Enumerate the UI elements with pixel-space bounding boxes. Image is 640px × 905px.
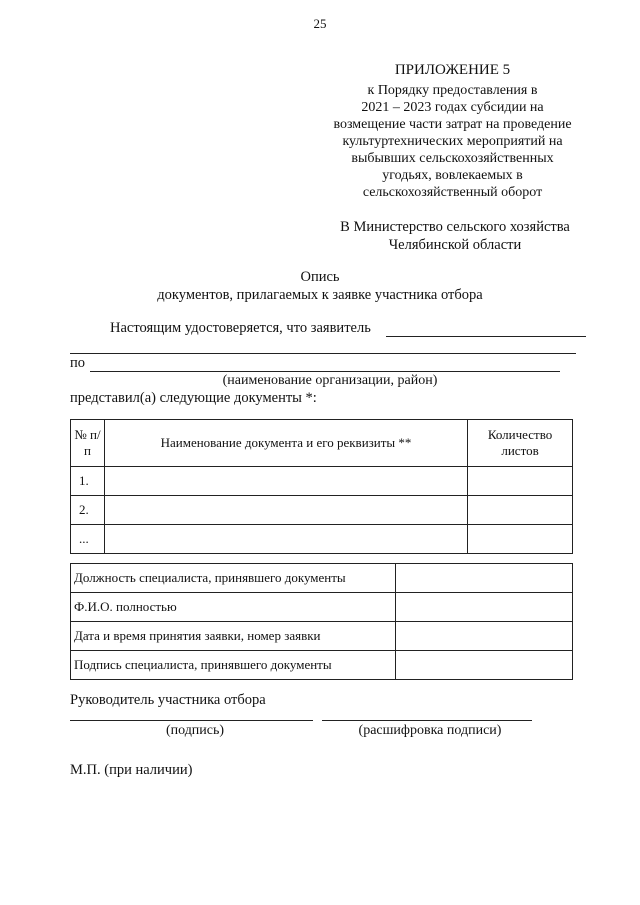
submitted-text: представил(а) следующие документы *:	[70, 390, 317, 406]
acceptance-value-cell[interactable]	[396, 564, 573, 593]
row-number: 1.	[71, 467, 105, 496]
district-line[interactable]	[90, 371, 560, 372]
stamp-label: М.П. (при наличии)	[70, 762, 193, 778]
signature-line[interactable]	[70, 720, 313, 721]
inventory-heading	[60, 268, 580, 304]
sheets-cell[interactable]	[468, 525, 573, 554]
col-header-document: Наименование документа и его реквизиты **	[104, 420, 467, 467]
table-header-row	[71, 420, 573, 467]
table-row	[71, 651, 573, 680]
addressee	[320, 218, 590, 254]
row-number: ...	[71, 525, 105, 554]
table-row	[71, 467, 573, 496]
head-label: Руководитель участника отбора	[70, 692, 266, 708]
appendix-line: сельскохозяйственный оборот	[362, 185, 543, 200]
acceptance-label: Дата и время принятия заявки, номер заявки	[71, 622, 396, 651]
addressee-line: В Министерство сельского хозяйства	[340, 219, 570, 235]
appendix-line: возмещение части затрат на проведение	[333, 117, 572, 132]
acceptance-value-cell[interactable]	[396, 622, 573, 651]
table-row	[71, 496, 573, 525]
appendix-line: 2021 – 2023 годах субсидии на	[361, 100, 544, 115]
inventory-title: Опись	[300, 269, 340, 285]
acceptance-label: Ф.И.О. полностью	[71, 593, 396, 622]
acceptance-value-cell[interactable]	[396, 593, 573, 622]
col-header-sheets: Количество листов	[468, 420, 573, 467]
sheets-cell[interactable]	[468, 496, 573, 525]
appendix-line: культуртехнических мероприятий на	[342, 134, 563, 149]
document-cell[interactable]	[104, 467, 467, 496]
appendix-subtitle	[330, 82, 575, 201]
sheets-cell[interactable]	[468, 467, 573, 496]
certify-text: Настоящим удостоверяется, что заявитель	[110, 320, 371, 336]
applicant-name-line-2[interactable]	[70, 353, 576, 354]
appendix-line: к Порядку предоставления в	[367, 83, 538, 98]
documents-table	[70, 419, 573, 554]
table-row	[71, 593, 573, 622]
acceptance-table	[70, 563, 573, 680]
po-label: по	[70, 355, 86, 371]
appendix-line: выбывших сельскохозяйственных	[351, 151, 554, 166]
appendix-line: угодьях, вовлекаемых в	[382, 168, 523, 183]
table-row	[71, 564, 573, 593]
signature-decode-line[interactable]	[322, 720, 532, 721]
addressee-line: Челябинской области	[388, 237, 522, 253]
document-cell[interactable]	[104, 525, 467, 554]
applicant-name-line[interactable]	[386, 336, 586, 337]
col-header-number: № п/п	[71, 420, 105, 467]
acceptance-value-cell[interactable]	[396, 651, 573, 680]
page-number: 25	[313, 16, 327, 31]
document-cell[interactable]	[104, 496, 467, 525]
decode-caption: (расшифровка подписи)	[358, 723, 502, 738]
acceptance-label: Подпись специалиста, принявшего документы	[71, 651, 396, 680]
row-number: 2.	[71, 496, 105, 525]
signature-caption: (подпись)	[165, 723, 225, 738]
table-row	[71, 525, 573, 554]
table-row	[71, 622, 573, 651]
acceptance-label: Должность специалиста, принявшего документы	[71, 564, 396, 593]
org-district-caption: (наименование организации, район)	[222, 373, 438, 388]
appendix-title: ПРИЛОЖЕНИЕ 5	[394, 62, 511, 78]
inventory-subtitle: документов, прилагаемых к заявке участника отбора	[157, 287, 483, 303]
